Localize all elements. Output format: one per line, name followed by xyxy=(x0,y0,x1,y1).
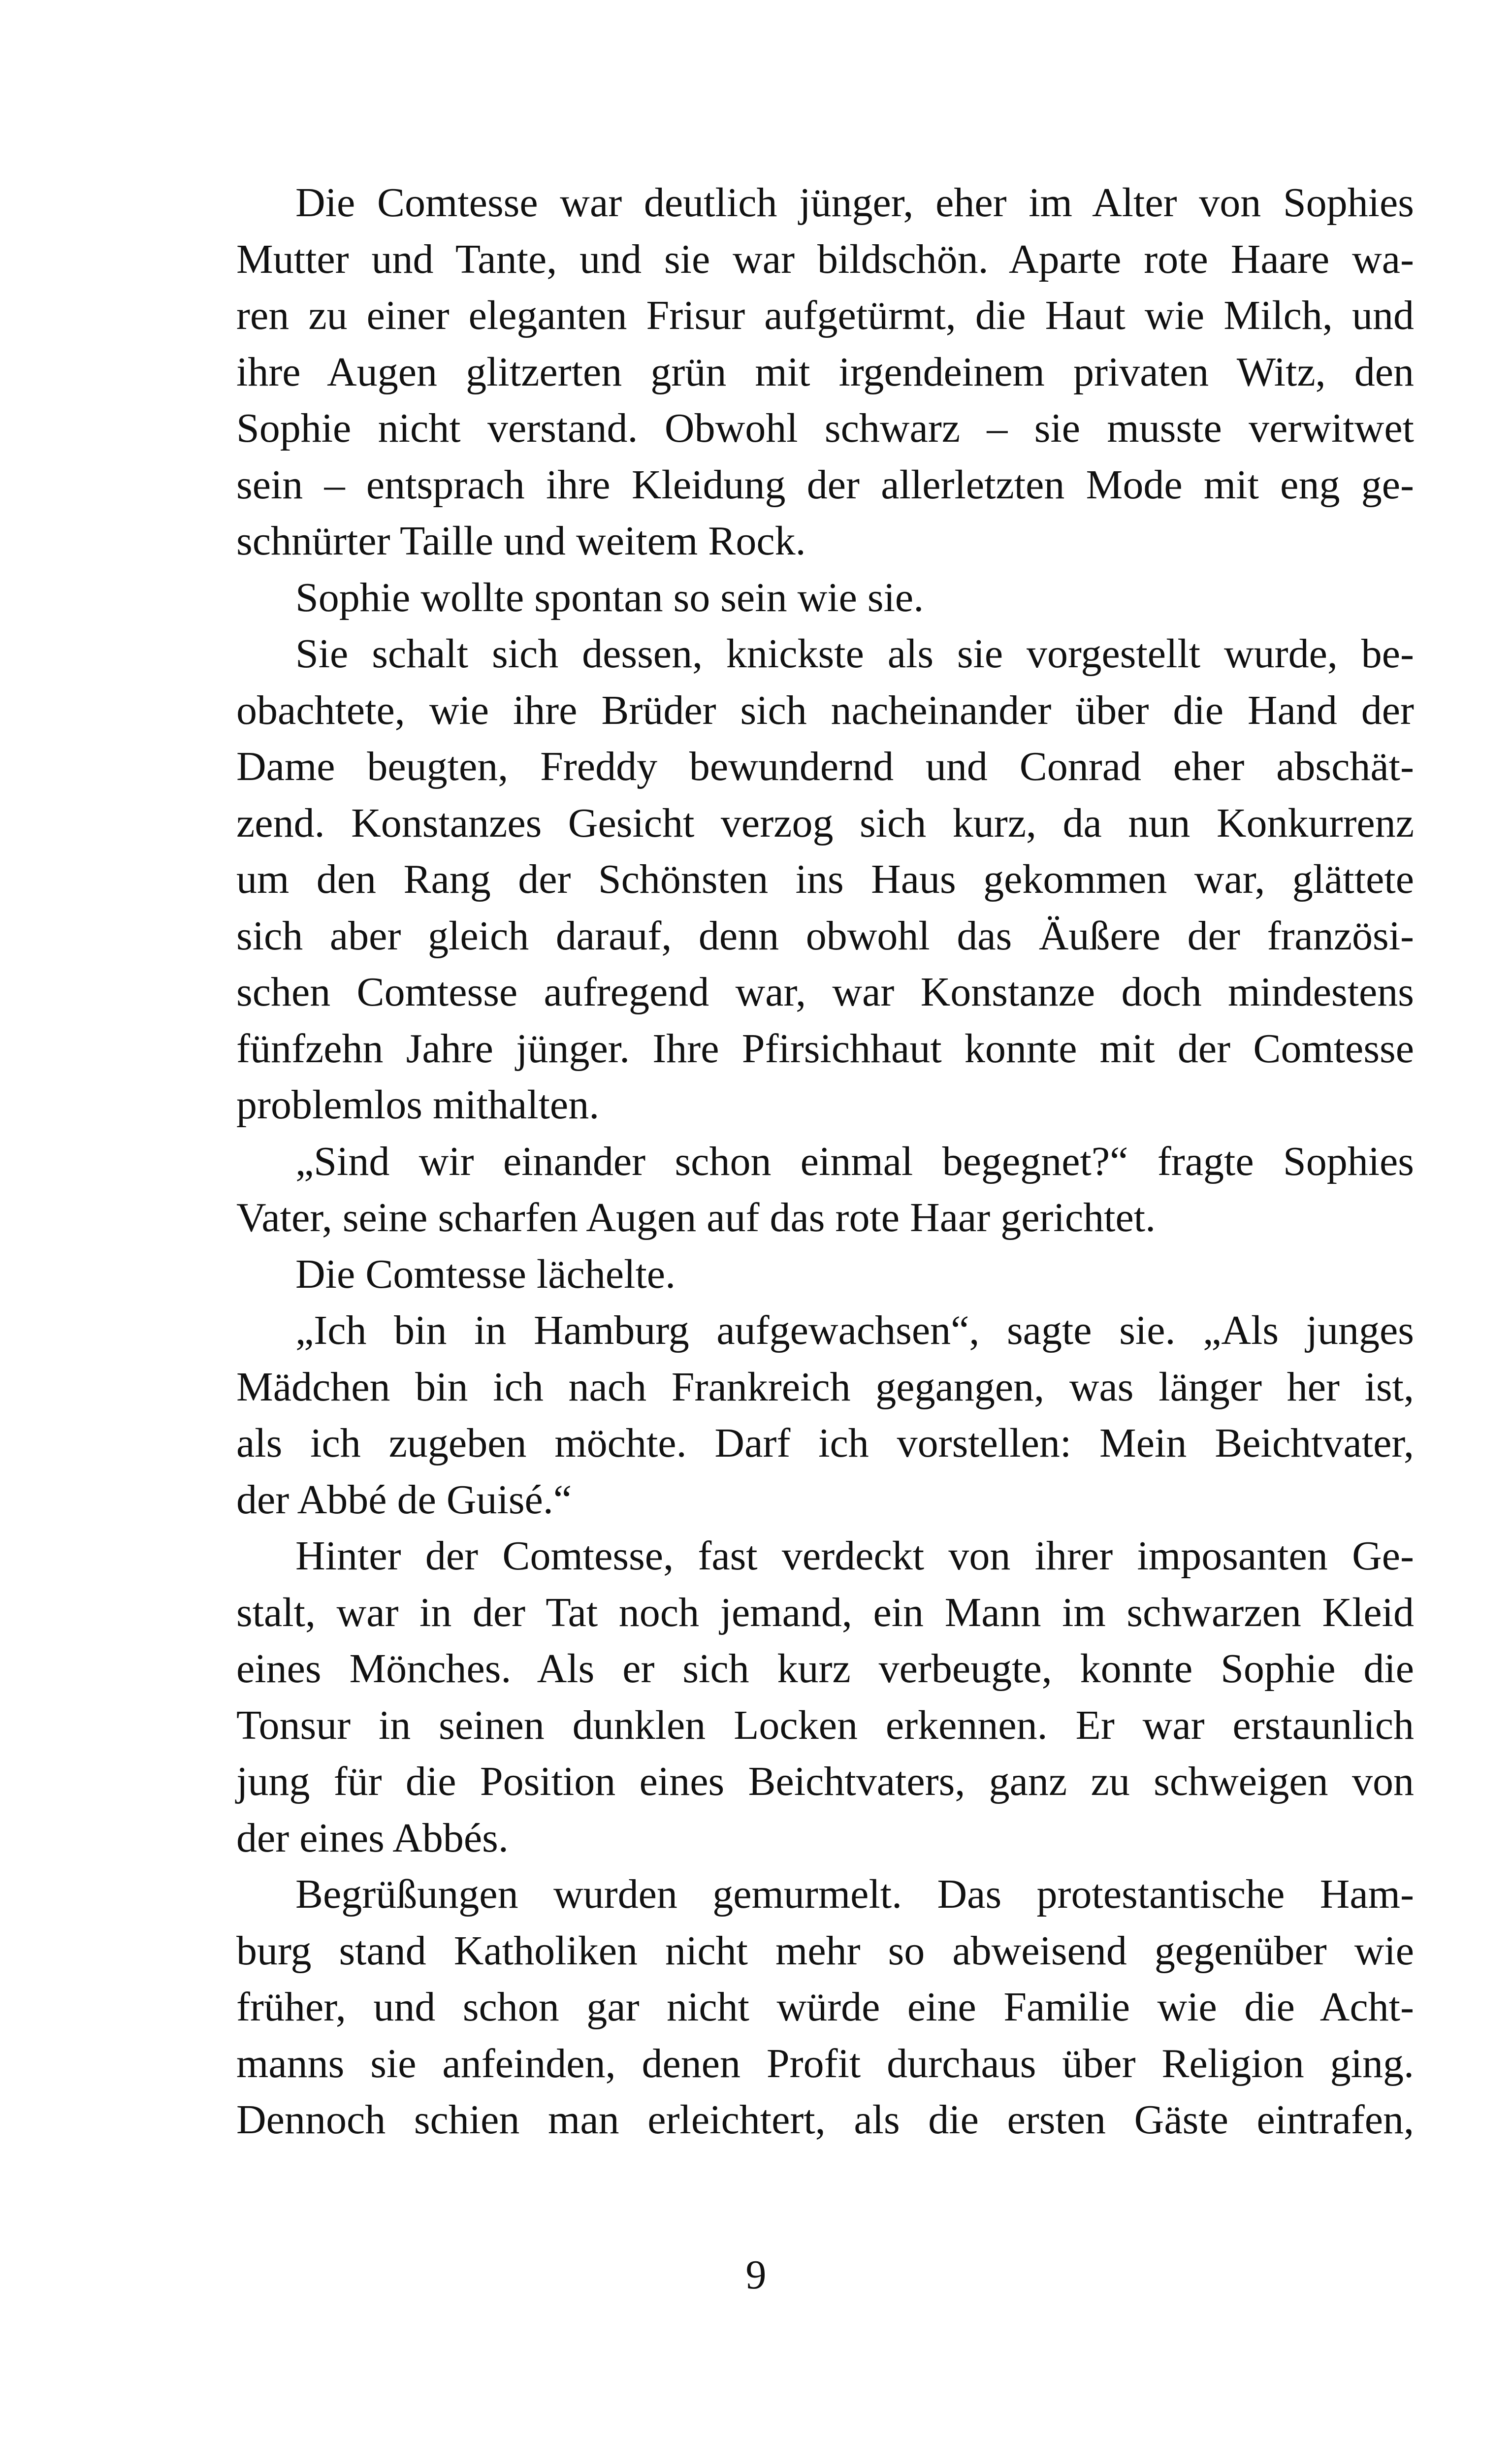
text-line: Die Comtesse war deutlich jünger, eher im Alter von Sophies xyxy=(295,180,1414,226)
text-line: Dennoch schien man erleichtert, als die ersten Gäste eintrafen, xyxy=(236,2097,1414,2143)
text-line: schen Comtesse aufregend war, war Konstanze doch mindestens xyxy=(236,969,1414,1015)
text-line: ren zu einer eleganten Frisur aufgetürmt, die Haut wie Milch, und xyxy=(236,293,1414,338)
text-line: Sophie nicht verstand. Obwohl schwarz – sie musste verwitwet xyxy=(236,405,1414,451)
text-line: schnürter Taille und weitem Rock. xyxy=(236,518,806,564)
body-text xyxy=(236,175,1414,2149)
text-line: zend. Konstanzes Gesicht verzog sich kurz, da nun Konkurrenz xyxy=(236,800,1414,846)
text-line: fünfzehn Jahre jünger. Ihre Pfirsichhaut konnte mit der Comtesse xyxy=(236,1025,1414,1072)
text-line: der eines Abbés. xyxy=(236,1815,509,1861)
text-line: Hinter der Comtesse, fast verdeckt von ihrer imposanten Ge- xyxy=(295,1533,1414,1579)
text-line: Vater, seine scharfen Augen auf das rote Haar gerichtet. xyxy=(236,1195,1156,1240)
text-line: manns sie anfeinden, denen Profit durchaus über Religion ging. xyxy=(236,2040,1414,2086)
text-line: der Abbé de Guisé.“ xyxy=(236,1476,572,1523)
text-line: burg stand Katholiken nicht mehr so abweisend gegenüber wie xyxy=(236,1927,1414,1974)
text-line: als ich zugeben möchte. Darf ich vorstellen: Mein Beichtvater, xyxy=(236,1420,1414,1466)
text-line: stalt, war in der Tat noch jemand, ein Mann im schwarzen Kleid xyxy=(236,1589,1414,1635)
text-line: Mutter und Tante, und sie war bildschön. Aparte rote Haare wa- xyxy=(236,236,1414,282)
text-line: ihre Augen glitzerten grün mit irgendeinem privaten Witz, den xyxy=(236,349,1414,395)
text-line: jung für die Position eines Beichtvaters, ganz zu schweigen von xyxy=(236,1759,1414,1804)
text-line: Begrüßungen wurden gemurmelt. Das protestantische Ham- xyxy=(295,1871,1414,1917)
text-line: Sie schalt sich dessen, knickste als sie vorgestellt wurde, be- xyxy=(295,631,1414,677)
text-line: Die Comtesse lächelte. xyxy=(295,1251,676,1297)
text-line: Mädchen bin ich nach Frankreich gegangen, was länger her ist, xyxy=(236,1364,1414,1410)
text-line: „Sind wir einander schon einmal begegnet?“ fragte Sophies xyxy=(295,1138,1414,1184)
text-line: obachtete, wie ihre Brüder sich nacheinander über die Hand der xyxy=(236,687,1414,733)
page-number: 9 xyxy=(745,2252,767,2298)
text-line: „Ich bin in Hamburg aufgewachsen“, sagte sie. „Als junges xyxy=(295,1307,1414,1353)
text-line: eines Mönches. Als er sich kurz verbeugte, konnte Sophie die xyxy=(236,1646,1414,1692)
text-line: problemlos mithalten. xyxy=(236,1082,600,1128)
text-line: Sophie wollte spontan so sein wie sie. xyxy=(295,574,924,620)
text-line: um den Rang der Schönsten ins Haus gekommen war, glättete xyxy=(236,856,1414,902)
text-line: sich aber gleich darauf, denn obwohl das Äußere der französi- xyxy=(236,912,1414,959)
text-line: Tonsur in seinen dunklen Locken erkennen. Er war erstaunlich xyxy=(236,1702,1414,1748)
text-line: sein – entsprach ihre Kleidung der allerletzten Mode mit eng ge- xyxy=(236,461,1414,508)
text-line: Dame beugten, Freddy bewundernd und Conrad eher abschät- xyxy=(236,744,1414,789)
text-line: früher, und schon gar nicht würde eine Familie wie die Acht- xyxy=(236,1984,1414,2030)
